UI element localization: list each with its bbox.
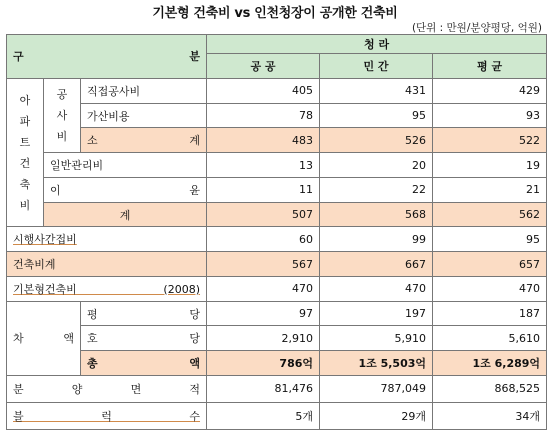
header-group: 청 라 <box>207 35 547 54</box>
row-profit: 이 윤 11 22 21 <box>7 177 547 202</box>
row-additional-cost: 가산비용 78 95 93 <box>7 103 547 128</box>
row-construction-total: 건축비계 567 667 657 <box>7 252 547 277</box>
cost-table <box>6 34 547 430</box>
row-sale-area: 분 양 면 적 81,476 787,049 868,525 <box>7 375 547 402</box>
row-diff-per-pyeong: 차 액 평 당 97 197 187 <box>7 301 547 326</box>
unit-note: (단위 : 만원/분양평당, 억원) <box>411 22 542 34</box>
apt-label: 아 파 트 건 축 비 <box>7 78 44 227</box>
row-total: 계 507 568 562 <box>7 202 547 227</box>
header-private: 민 간 <box>320 54 433 79</box>
row-subtotal: 소 계 483 526 522 <box>7 128 547 153</box>
row-block-count: 블 럭 수 5개 29개 34개 <box>7 402 547 429</box>
row-diff-total: 총 액 786억 1조 5,503억 1조 6,289억 <box>7 351 547 376</box>
header-average: 평 균 <box>433 54 547 79</box>
row-direct-cost: 아 파 트 건 축 비 공 사 비 직접공사비 405 431 429 <box>7 78 547 103</box>
row-general-admin: 일반관리비 13 20 19 <box>7 153 547 178</box>
row-developer-indirect: 시행사간접비 60 99 95 <box>7 227 547 252</box>
header-public: 공 공 <box>207 54 320 79</box>
row-diff-per-unit: 호 당 2,910 5,910 5,610 <box>7 326 547 351</box>
diff-label: 차 액 <box>7 301 81 375</box>
header-category: 구 분 <box>7 35 207 79</box>
row-basic-cost: 기본형건축비 (2008) 470 470 470 <box>7 276 547 301</box>
page-title: 기본형 건축비 vs 인천청장이 공개한 건축비 <box>152 6 398 21</box>
apt-sub-label: 공 사 비 <box>44 78 81 152</box>
header-row-1 <box>7 35 547 54</box>
